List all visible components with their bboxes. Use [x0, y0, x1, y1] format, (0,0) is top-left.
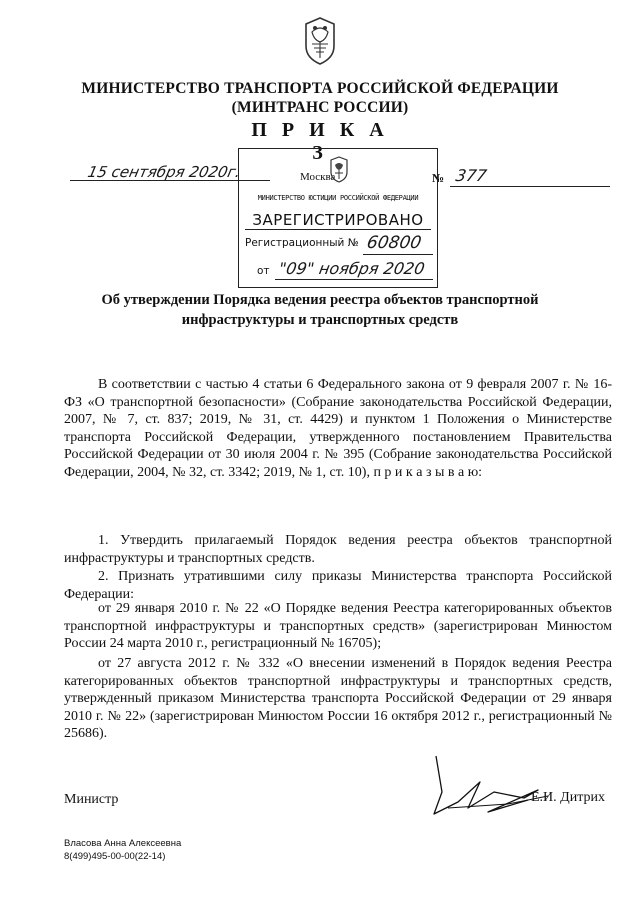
stamp-date-label: от	[257, 265, 270, 277]
executor-phone: 8(499)495-00-00(22-14)	[64, 851, 166, 862]
title-line2: инфраструктуры и транспортных средств	[181, 312, 459, 328]
preamble-paragraph: В соответствии с частью 4 статьи 6 Федерального закона от 9 февраля 2007 г. № 16-ФЗ «О транспортной безопасности» (Собрание законодательства Российской Федерации, 2007, № 7, ст. 837; 2019, № 31, ст. 4429) и пунктом 1 Положения о Министерстве транспорта Российской Федерации, утвержденного постановлением Правительства Российской Федерации от 30 июля 2004 г. № 395 (Собрание законодательства Российской Федерации, 2004, № 32, ст. 3342; 2019, № 1, ст. 10), п р и к а з ы в а ю:	[64, 377, 612, 480]
stamp-reg-number-underline	[363, 254, 433, 255]
repealed-order-2: от 27 августа 2012 г. № 332 «О внесении изменений в Порядок ведения Реестра категорированных объектов транспортной инфраструктуры и транспортных средств, утвержденный приказом Министерства транспорта Российской Федерации от 29 января 2010 г. № 22» (зарегистрирован Минюстом России 16 октября 2012 г., регистрационный № 25686).	[64, 656, 612, 742]
russian-coat-of-arms-icon	[327, 155, 351, 183]
number-underline	[450, 186, 610, 187]
document-type: П Р И К А З	[251, 119, 389, 164]
ministry-name-line1: МИНИСТЕРСТВО ТРАНСПОРТА РОССИЙСКОЙ ФЕДЕРАЦИИ	[81, 80, 559, 97]
title-line1: Об утверждении Порядка ведения реестра объектов транспортной	[101, 292, 539, 308]
order-item-1: 1. Утвердить прилагаемый Порядок ведения реестра объектов транспортной инфраструктуры и транспортных средств.	[64, 533, 612, 566]
handwritten-signature	[428, 752, 560, 826]
stamp-divider	[245, 229, 431, 230]
order-date: 15 сентября 2020г.	[86, 163, 243, 181]
russian-coat-of-arms-icon	[298, 14, 342, 66]
ministry-name-line2: (МИНТРАНС РОССИИ)	[231, 99, 409, 116]
order-number-label: №	[432, 171, 445, 185]
stamp-reg-number: 60800	[365, 233, 423, 253]
order-item-2: 2. Признать утратившими силу приказы Министерства транспорта Российской Федерации:	[64, 569, 612, 602]
registration-stamp	[238, 148, 438, 288]
signatory-name: Е.И. Дитрих	[531, 790, 605, 805]
signatory-position: Министр	[64, 792, 119, 807]
executor-name: Власова Анна Алексеевна	[64, 838, 182, 849]
stamp-reg-number-label: Регистрационный №	[245, 237, 359, 249]
stamp-reg-date: "09" ноября 2020	[277, 259, 427, 278]
stamp-organization: МИНИСТЕРСТВО ЮСТИЦИИ РОССИЙСКОЙ ФЕДЕРАЦИИ	[257, 194, 419, 202]
stamp-date-underline	[275, 279, 433, 280]
order-city: Москва	[300, 171, 336, 183]
stamp-status: ЗАРЕГИСТРИРОВАНО	[252, 211, 424, 229]
repealed-order-1: от 29 января 2010 г. № 22 «О Порядке ведения Реестра категорированных объектов транспортной инфраструктуры и транспортных средств» (зарегистрирован Минюстом России 24 марта 2010 г., регистрационный № 16705);	[64, 601, 612, 652]
order-number: 377	[454, 166, 489, 185]
document-title	[90, 290, 550, 330]
